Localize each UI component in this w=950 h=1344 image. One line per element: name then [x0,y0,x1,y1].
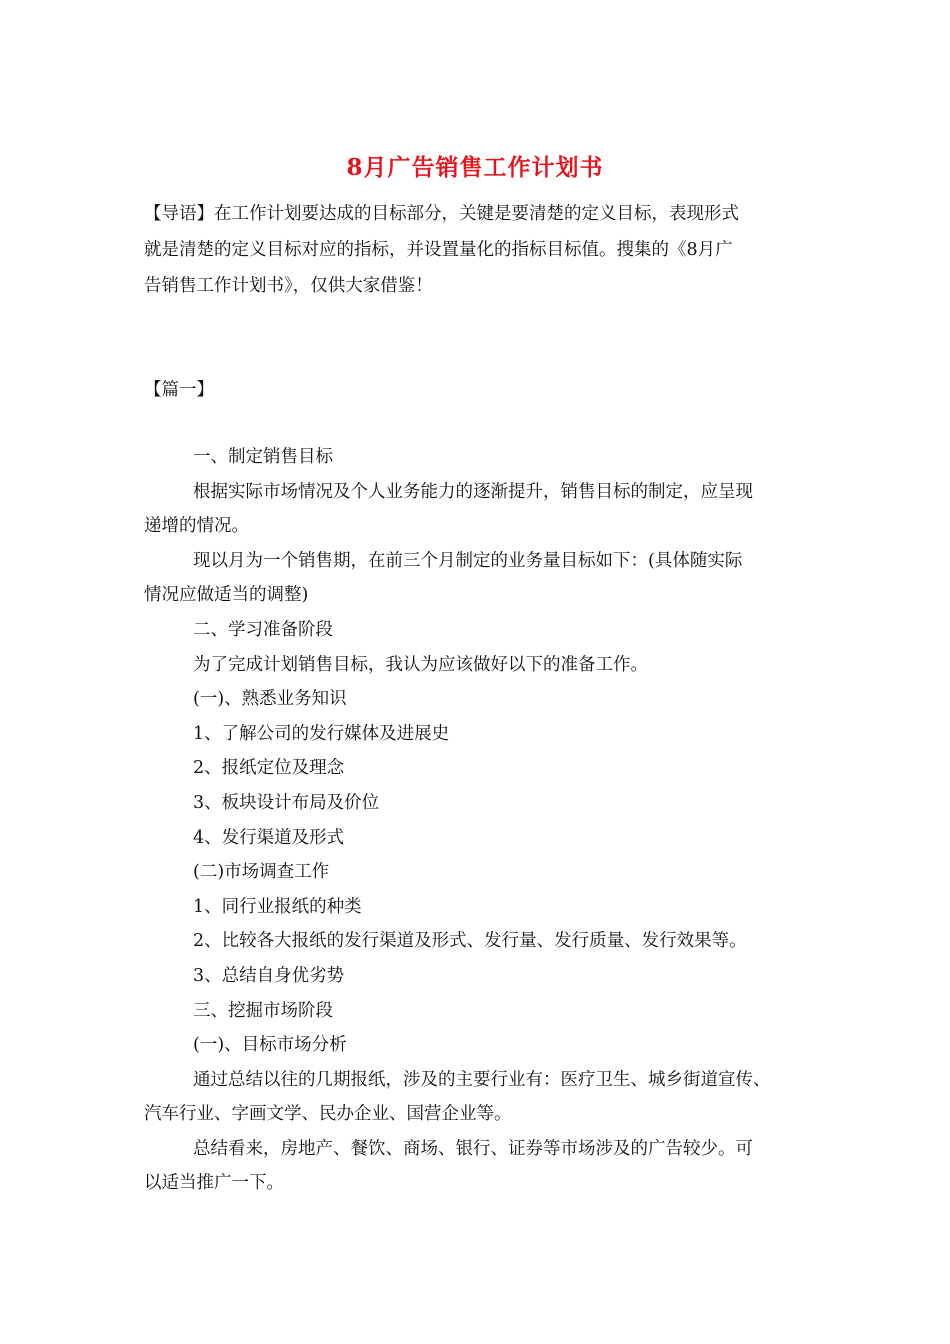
body-line: 2、报纸定位及理念 [193,758,345,779]
intro-line: 告销售工作计划书》，仅供大家借鉴！ [144,276,433,296]
body-line: 总结看来，房地产、餐饮、商场、银行、证券等市场涉及的广告较少。可 [193,1138,753,1159]
body-line: (一)、熟悉业务知识 [193,689,347,710]
body-line: 3、总结自身优劣势 [193,965,345,986]
body-line: 三、挖掘市场阶段 [193,1000,333,1021]
body-line: 二、学习准备阶段 [193,619,333,640]
body-line: 一、制定销售目标 [193,447,333,467]
body-line: 1、同行业报纸的种类 [193,896,362,917]
intro-line: 就是清楚的定义目标对应的指标，并设置量化的指标目标值。搜集的《8月广 [144,240,733,260]
body-line: 1、了解公司的发行媒体及进展史 [193,723,450,744]
document-title: 8月广告销售工作计划书 [346,154,604,181]
body-line: 根据实际市场情况及个人业务能力的逐渐提升，销售目标的制定，应呈现 [193,481,753,502]
body-line: 4、发行渠道及形式 [193,827,345,848]
body-line: 为了完成计划销售目标，我认为应该做好以下的准备工作。 [193,654,648,675]
body-line: 汽车行业、字画文学、民办企业、国营企业等。 [144,1104,512,1125]
body-line: 3、板块设计布局及价位 [193,792,380,813]
body-line: 2、比较各大报纸的发行渠道及形式、发行量、发行质量、发行效果等。 [193,931,747,952]
body-text [144,440,824,1201]
body-line: 递增的情况。 [144,516,249,537]
body-line: (一)、目标市场分析 [193,1035,347,1056]
body-line: (二)市场调查工作 [193,862,330,883]
body-line: 通过总结以往的几期报纸，涉及的主要行业有：医疗卫生、城乡街道宣传、 [193,1069,771,1090]
intro-line: 【导语】在工作计划要达成的目标部分，关键是要清楚的定义目标，表现形式 [144,204,739,224]
body-line: 以适当推广一下。 [144,1173,284,1194]
body-line: 现以月为一个销售期，在前三个月制定的业务量目标如下：(具体随实际 [193,550,743,571]
intro-paragraph [144,196,804,304]
section-label: 【篇一】 [144,380,214,400]
body-line: 情况应做适当的调整) [144,585,309,606]
